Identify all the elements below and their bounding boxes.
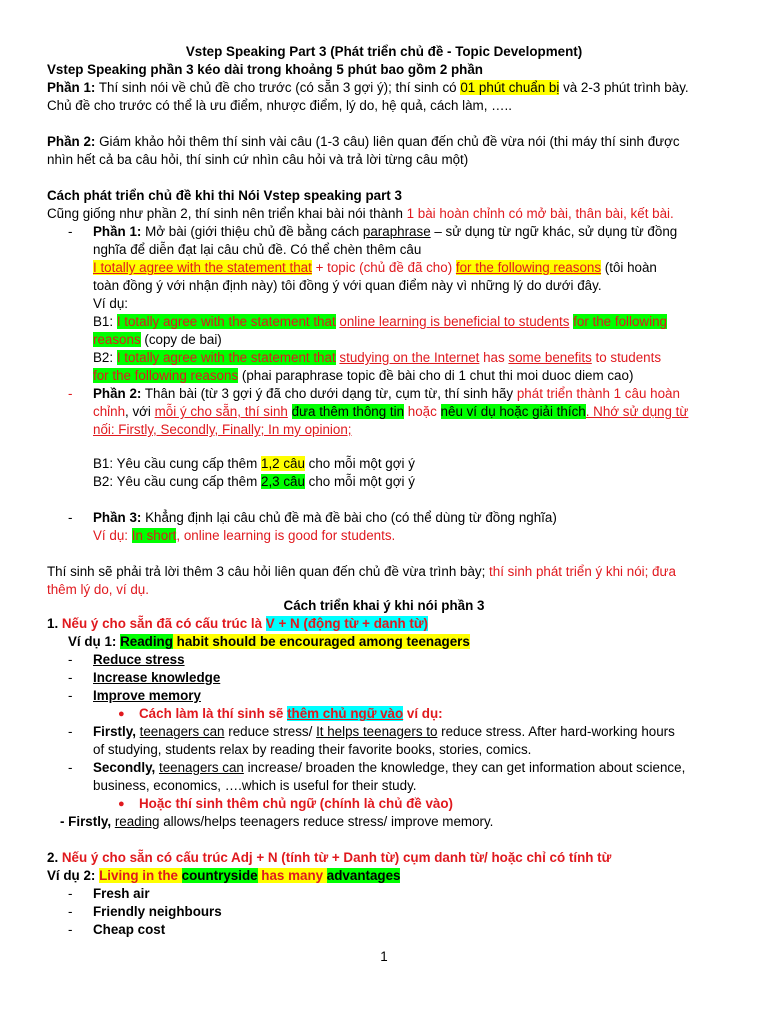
intro-part1: Phần 1: Thí sinh nói về chủ đề cho trước (có sẵn 3 gợi ý); thí sinh có 01 phút chuẩn bị và 2-3 phút trình bày. — [47, 80, 689, 95]
end-line-2: thêm lý do, ví dụ. — [47, 582, 149, 597]
requirement-b2: B2: Yêu cầu cung cấp thêm 2,3 câu cho mỗi một gợi ý — [93, 474, 415, 489]
method-note: Cách làm là thí sinh sẽ thêm chủ ngữ vào ví dụ: — [139, 706, 443, 721]
list-item: Reduce stress — [93, 652, 185, 667]
section1-line1: Phần 1: Mở bài (giới thiệu chủ đề bằng cách paraphrase – sử dụng từ ngữ khác, sử dụng từ đồng — [93, 224, 678, 239]
dash-bullet: - — [68, 224, 73, 239]
intro-part2-line2: nhìn hết cả ba câu hỏi, thí sinh cứ nhìn câu hỏi và trả lời từng câu một) — [47, 152, 469, 167]
section2-line1: Phần 2: Thân bài (từ 3 gợi ý đã cho dưới dạng từ, cụm từ, thí sinh hãy phát triển thành 1 câu hoàn — [93, 386, 680, 401]
dash-bullet: - — [68, 724, 73, 739]
example-label: Ví dụ: — [93, 296, 128, 311]
way-heading: Cách triển khai ý khi nói phần 3 — [283, 598, 485, 613]
page-title: Vstep Speaking Part 3 (Phát triển chủ đề - Topic Development) — [185, 44, 583, 59]
list-item: Cheap cost — [93, 922, 166, 937]
firstly-line2: of studying, students relax by reading their favorite books, stories, comics. — [93, 742, 532, 757]
section1-line2: nghĩa để diễn đạt lại câu chủ đề. Có thể chèn thêm câu — [93, 242, 422, 257]
dash-bullet: - — [68, 922, 73, 937]
alt-example: - Firstly, reading allows/helps teenagers reduce stress/ improve memory. — [60, 814, 494, 829]
section1-template: I totally agree with the statement that + topic (chủ đề đã cho) for the following reasons (tôi hoàn — [93, 260, 657, 275]
dash-bullet: - — [68, 510, 73, 525]
section1-line4: toàn đồng ý với nhận định này) tôi đồng ý với quan điểm này vì những lý do dưới đây. — [93, 278, 602, 293]
intro-part1-line2: Chủ đề cho trước có thể là ưu điểm, nhược điểm, lý do, hệ quả, cách làm, ….. — [47, 98, 512, 113]
dash-bullet: - — [68, 670, 73, 685]
section2-line2: chỉnh, với mỗi ý cho sẵn, thí sinh đưa thêm thông tin hoặc nêu ví dụ hoặc giải thích. Nhớ sử dụng từ — [93, 404, 689, 419]
firstly-line1: Firstly, teenagers can reduce stress/ It helps teenagers to reduce stress. After hard-working hours — [93, 724, 675, 739]
bullet-dot-icon: ● — [118, 798, 125, 810]
way-item-1: 1. Nếu ý cho sẵn đã có cấu trúc là V + N (động từ + danh từ) — [47, 616, 429, 631]
list-item: Fresh air — [93, 886, 150, 901]
list-item: Improve memory — [93, 688, 201, 703]
page-number: 1 — [380, 949, 388, 964]
dash-bullet: - — [68, 386, 73, 401]
secondly-line2: business, economics, ….which is useful for their study. — [93, 778, 417, 793]
end-line-1: Thí sinh sẽ phải trả lời thêm 3 câu hỏi liên quan đến chủ đề vừa trình bày; thí sinh phát triển ý khi nói; đưa — [47, 564, 676, 579]
example-b1: B1: I totally agree with the statement that online learning is beneficial to students for the following — [93, 314, 667, 329]
secondly-line1: Secondly, teenagers can increase/ broaden the knowledge, they can get information about science, — [93, 760, 686, 775]
example-b2: B2: I totally agree with the statement that studying on the Internet has some benefits to students — [93, 350, 662, 365]
section3-example: Ví dụ: In short, online learning is good for students. — [93, 528, 396, 543]
dash-bullet: - — [68, 760, 73, 775]
alt-method-note: Hoặc thí sinh thêm chủ ngữ (chính là chủ đề vào) — [139, 796, 453, 811]
example-b1-line2: reasons (copy de bai) — [93, 332, 222, 347]
dash-bullet: - — [68, 652, 73, 667]
bullet-dot-icon: ● — [118, 708, 125, 720]
example-b2-line2: for the following reasons (phai paraphrase topic đề bài cho di 1 chut thi moi duoc diem cao) — [93, 368, 634, 383]
dash-bullet: - — [68, 886, 73, 901]
requirement-b1: B1: Yêu cầu cung cấp thêm 1,2 câu cho mỗi một gợi ý — [93, 456, 415, 471]
example-2: Ví dụ 2: Living in the countryside has many advantages — [47, 868, 401, 883]
way-item-2: 2. Nếu ý cho sẵn có cấu trúc Adj + N (tính từ + Danh từ) cụm danh từ/ hoặc chỉ có tính từ — [47, 850, 612, 865]
list-item: Friendly neighbours — [93, 904, 222, 919]
example-1: Ví dụ 1: Reading habit should be encouraged among teenagers — [68, 634, 470, 649]
list-item: Increase knowledge — [93, 670, 221, 685]
dash-bullet: - — [68, 904, 73, 919]
intro-line-1: Vstep Speaking phần 3 kéo dài trong khoảng 5 phút bao gồm 2 phần — [47, 62, 483, 77]
intro-part2: Phần 2: Giám khảo hỏi thêm thí sinh vài câu (1-3 câu) liên quan đến chủ đề vừa nói (thi máy thí sinh được — [47, 134, 680, 149]
section3-line1: Phần 3: Khẳng định lại câu chủ đề mà đề bài cho (có thể dùng từ đồng nghĩa) — [93, 510, 557, 525]
section2-line3: nối: Firstly, Secondly, Finally; In my opinion; — [93, 422, 352, 437]
dev-heading: Cách phát triển chủ đề khi thi Nói Vstep speaking part 3 — [47, 188, 402, 203]
dev-line-1: Cũng giống như phần 2, thí sinh nên triển khai bài nói thành 1 bài hoàn chỉnh có mở bài, thân bài, kết bài. — [47, 206, 674, 221]
dash-bullet: - — [68, 688, 73, 703]
